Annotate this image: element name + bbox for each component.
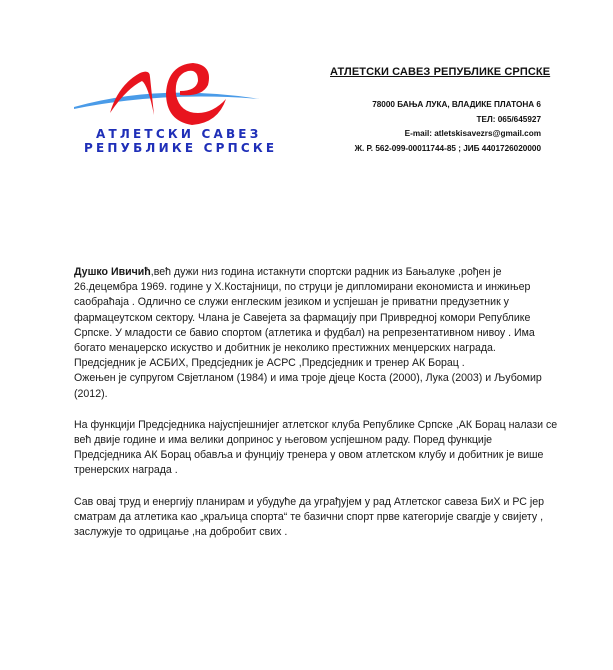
text-line: Сав овај труд и енергију планирам и убудуће да уграђујем у рад Атлетског савеза БиХ и РС јер xyxy=(74,495,545,508)
text-line: саобраћаја . Одлично се служи енглеским језиком и успјешан је приватни предузетник у xyxy=(74,296,509,309)
text-line: заслужује то одрицање ,на добробит свих . xyxy=(74,526,288,539)
text-line: ,већ дужи низ година истакнути спортски радник из Бањалуке ,рођен је xyxy=(150,266,502,278)
text-line: Предсједник је АСБИХ, Предсједник је АСРС ,Предсједник и тренер АК Борац . xyxy=(74,357,465,370)
logo-red-lambda xyxy=(110,72,154,115)
paragraph-commitment xyxy=(74,495,564,541)
text-line: тренерских награда . xyxy=(74,464,178,477)
phone: ТЕЛ: 065/645927 xyxy=(476,114,541,124)
email: E-mail: atletskisavezrs@gmail.com xyxy=(404,129,541,138)
text-line: (2012). xyxy=(74,387,108,400)
contact-block xyxy=(355,98,541,156)
letter-body xyxy=(74,265,564,556)
text-line: богато менаџерско искуство и добитник је неколико престижних менџерских награда. xyxy=(74,342,496,355)
text-line: Предсједника АК Борац обавља и фунцију тренера у овом атлетском клубу и добитник је више xyxy=(74,449,544,462)
federation-logo xyxy=(68,55,278,160)
logo-text-line1: АТЛЕТСКИ САВЕЗ xyxy=(96,127,262,141)
text-line: На функцији Предсједника најуспјешнијег атлетског клуба Републике Српске ,АК Борац налази се xyxy=(74,418,558,431)
paragraph-biography xyxy=(74,265,564,402)
organization-title: АТЛЕТСКИ САВЕЗ РЕПУБЛИКЕ СРПСКЕ xyxy=(330,66,551,78)
logo-emblem-icon xyxy=(68,55,268,130)
logo-text-line2: РЕПУБЛИКЕ СРПСКЕ xyxy=(84,141,278,155)
text-line: фармацеутском сектору. Члана је Савејета за фармацију при Привредној комори Републике xyxy=(74,311,531,324)
text-line: сматрам да атлетика као „краљица спорта“ те базични спорт прве категорије свагдје у свијету , xyxy=(74,510,544,523)
text-line: Српске. У младости се бавио спортом (атлетика и фудбал) на репрезентативном нивоу . Има xyxy=(74,326,535,339)
address: 78000 БАЊА ЛУКА, ВЛАДИКЕ ПЛАТОНА 6 xyxy=(372,100,541,109)
person-name: Душко Ивичић xyxy=(74,266,151,278)
registry-numbers: Ж. Р. 562-099-00011744-85 ; ЈИБ 4401726020000 xyxy=(354,143,541,153)
text-line: Ожењен је супругом Свјетланом (1984) и има троје дјеце Коста (2000), Лука (2003) и Љубомир xyxy=(74,372,542,385)
paragraph-presidency xyxy=(74,418,564,479)
text-line: већ двије године и има велики допринос у његовом успјешном раду. Поред функције xyxy=(74,434,493,447)
text-line: 26.децембра 1969. године у Х.Костајници, по струци је дипломирани економиста и инжињер xyxy=(74,281,531,294)
